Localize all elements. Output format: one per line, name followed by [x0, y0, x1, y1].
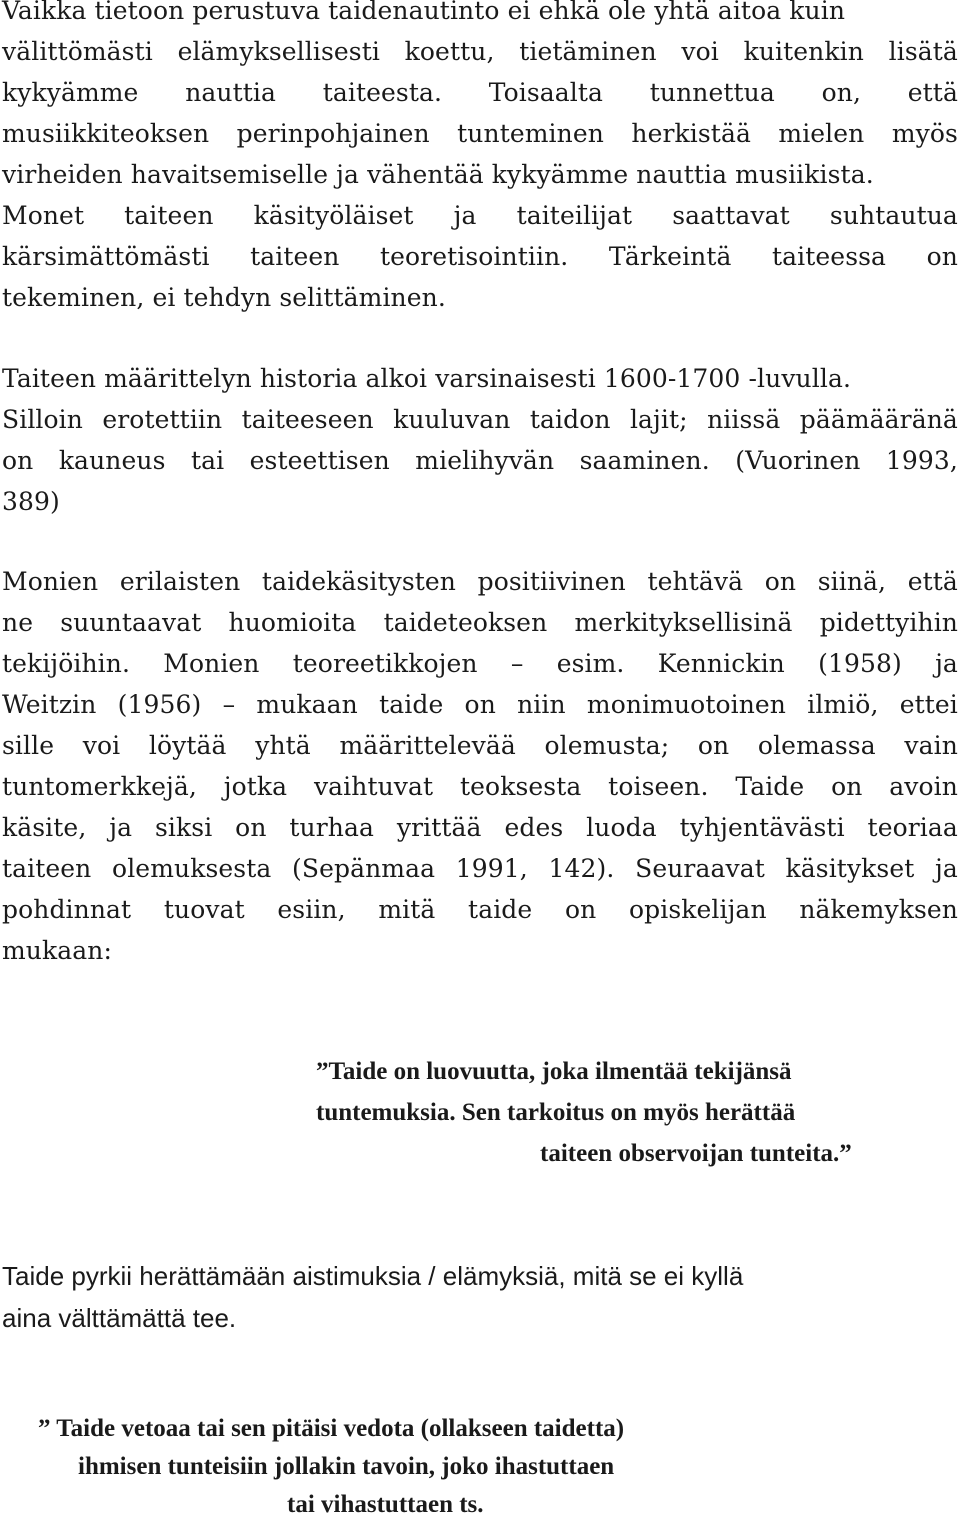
text-line: taiteen olemuksesta (Sepänmaa 1991, 142). Seuraavat käsitykset ja [2, 854, 958, 883]
text-line: on kauneus tai esteettisen mielihyvän saaminen. (Vuorinen 1993, [2, 446, 958, 475]
statement-line: Taide pyrkii herättämään aistimuksia / elämyksiä, mitä se ei kyllä [2, 1261, 744, 1291]
text-line: musiikkiteoksen perinpohjainen tunteminen herkistää mielen myös [2, 119, 958, 148]
text-line: mukaan: [2, 936, 112, 965]
text-line: kykyämme nauttia taiteesta. Toisaalta tunnettua on, että [2, 78, 958, 107]
text-line: sille voi löytää yhtä määrittelevää olemusta; on olemassa vain [2, 731, 958, 760]
text-line: virheiden havaitsemiselle ja vähentää kykyämme nauttia musiikista. [2, 160, 874, 189]
text-line: kärsimättömästi taiteen teoretisointiin. Tärkeintä taiteessa on [2, 242, 958, 271]
text-line: pohdinnat tuovat esiin, mitä taide on opiskelijan näkemyksen [2, 895, 958, 924]
text-line: Taiteen määrittelyn historia alkoi varsinaisesti 1600-1700 -luvulla. [2, 364, 851, 393]
text-line: tekijöihin. Monien teoreetikkojen – esim. Kennickin (1958) ja [2, 649, 958, 678]
quote-line: ”Taide on luovuutta, joka ilmentää tekijänsä [316, 1058, 792, 1085]
text-line: Silloin erotettiin taiteeseen kuuluvan taidon lajit; niissä päämääränä [2, 405, 958, 434]
text-line: Monien erilaisten taidekäsitysten positiivinen tehtävä on siinä, että [2, 567, 958, 596]
statement-line: aina välttämättä tee. [2, 1303, 237, 1333]
text-line: Weitzin (1956) – mukaan taide on niin monimuotoinen ilmiö, ettei [2, 690, 958, 719]
text-line: ne suuntaavat huomioita taideteoksen merkityksellisinä pidettyihin [2, 608, 958, 637]
quote-line: ihmisen tunteisiin jollakin tavoin, joko ihastuttaen [78, 1453, 615, 1480]
text-line: Monet taiteen käsityöläiset ja taiteilijat saattavat suhtautua [2, 201, 958, 230]
text-line: Vaikka tietoon perustuva taidenautinto ei ehkä ole yhtä aitoa kuin [2, 0, 846, 25]
text-line: tekeminen, ei tehdyn selittäminen. [2, 283, 446, 312]
text-line: 389) [2, 487, 60, 516]
quote-line: ” Taide vetoaa tai sen pitäisi vedota (ollakseen taidetta) [38, 1415, 625, 1442]
text-line: käsite, ja siksi on turhaa yrittää edes luoda tyhjentävästi teoriaa [2, 813, 958, 842]
quote-line: tuntemuksia. Sen tarkoitus on myös herättää [316, 1099, 796, 1126]
quote-line: taiteen observoijan tunteita.” [540, 1140, 852, 1167]
text-line: tuntomerkkejä, jotka vaihtuvat teoksesta toiseen. Taide on avoin [2, 772, 958, 801]
quote-line: tai vihastuttaen ts. [287, 1491, 484, 1518]
text-line: välittömästi elämyksellisesti koettu, tietäminen voi kuitenkin lisätä [2, 37, 958, 66]
